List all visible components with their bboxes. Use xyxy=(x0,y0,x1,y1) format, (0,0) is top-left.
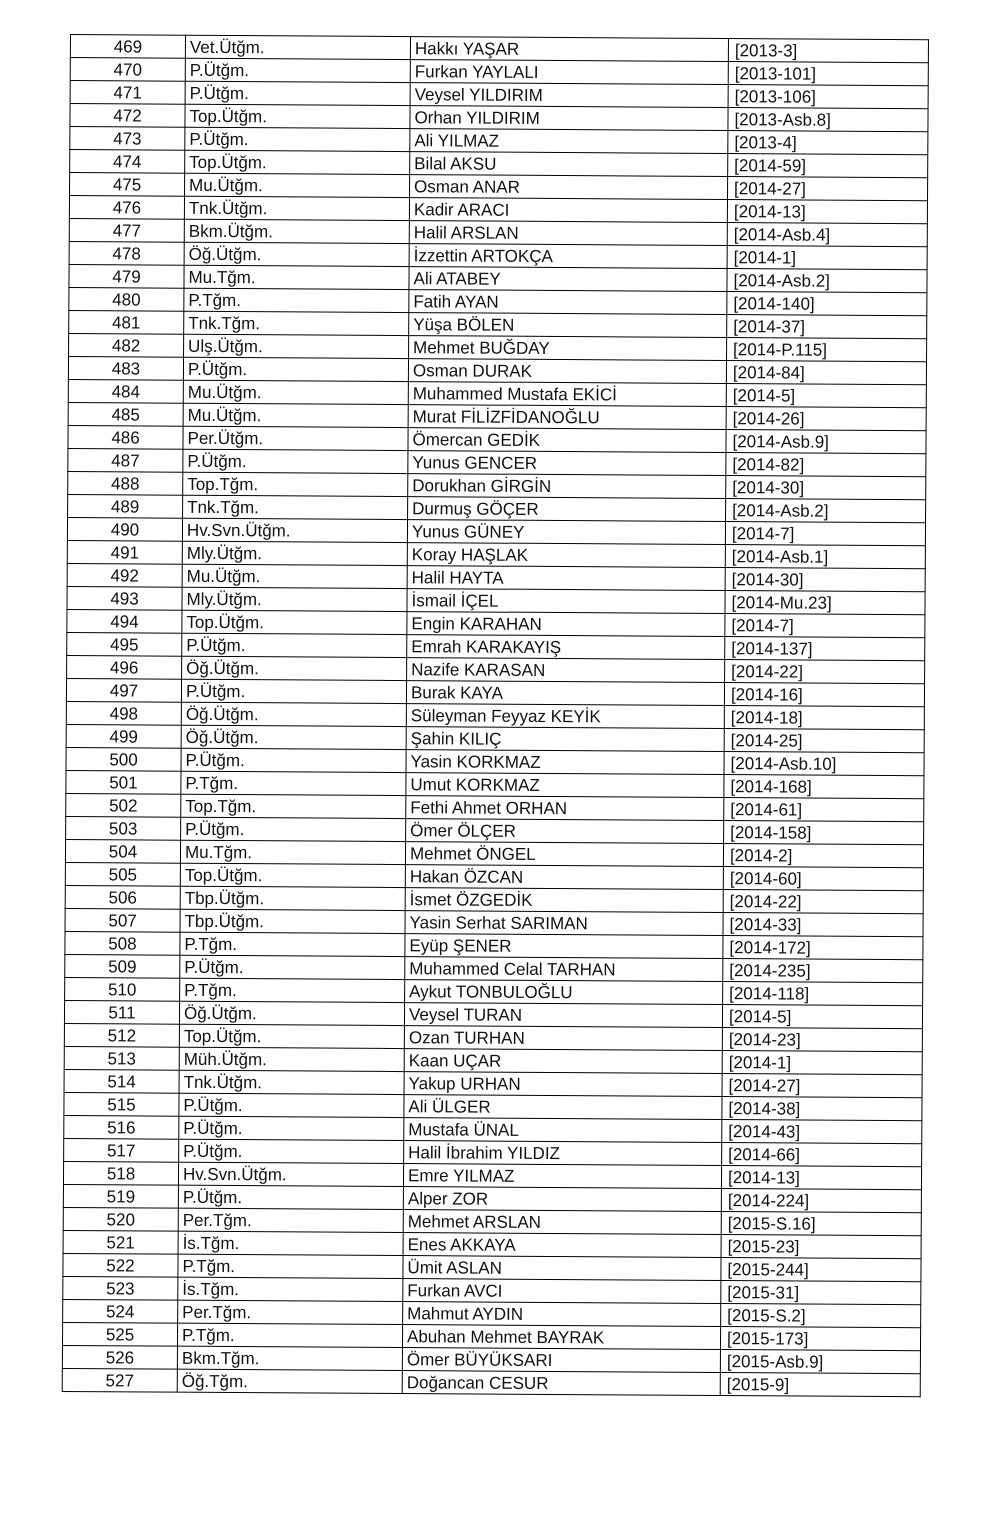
rank-cell: Müh.Ütğm. xyxy=(179,1047,404,1072)
person-name-cell: Dorukhan GİRGİN xyxy=(408,473,726,498)
registry-code-cell: [2014-137] xyxy=(725,636,925,661)
rank-cell: P.Ütğm. xyxy=(181,679,406,704)
rank-cell: P.Tğm. xyxy=(184,288,409,313)
registry-code-cell: [2014-23] xyxy=(722,1027,922,1052)
person-name-cell: Halil ARSLAN xyxy=(409,220,727,245)
row-number-cell: 508 xyxy=(65,931,180,955)
person-name-cell: Emre YILMAZ xyxy=(403,1163,721,1188)
registry-code-cell: [2013-101] xyxy=(728,61,928,86)
person-name-cell: Furkan YAYLALI xyxy=(410,59,728,84)
person-name-cell: Mehmet ÖNGEL xyxy=(405,841,723,866)
person-name-cell: İzzettin ARTOKÇA xyxy=(409,243,727,268)
person-name-cell: Muhammed Mustafa EKİCİ xyxy=(408,381,726,406)
row-number-cell: 482 xyxy=(69,333,184,357)
registry-code-cell: [2014-30] xyxy=(726,475,926,500)
row-number-cell: 473 xyxy=(70,126,185,150)
registry-code-cell: [2014-59] xyxy=(728,153,928,178)
rank-cell: Mu.Tğm. xyxy=(184,265,409,290)
person-name-cell: İsmet ÖZGEDİK xyxy=(405,887,723,912)
registry-code-cell: [2014-118] xyxy=(723,981,923,1006)
rank-cell: İs.Tğm. xyxy=(178,1231,403,1256)
person-name-cell: Bilal AKSU xyxy=(410,151,728,176)
rank-cell: Top.Ütğm. xyxy=(185,104,410,129)
rank-cell: Mu.Ütğm. xyxy=(183,380,408,405)
registry-code-cell: [2014-18] xyxy=(724,705,924,730)
rank-cell: P.Ütğm. xyxy=(178,1185,403,1210)
registry-code-cell: [2014-Asb.1] xyxy=(725,544,925,569)
registry-code-cell: [2013-Asb.8] xyxy=(728,107,928,132)
registry-code-cell: [2015-23] xyxy=(721,1234,921,1259)
rank-cell: P.Tğm. xyxy=(178,1254,403,1279)
registry-code-cell: [2014-66] xyxy=(722,1142,922,1167)
person-name-cell: Halil İbrahim YILDIZ xyxy=(404,1140,722,1165)
person-name-cell: Burak KAYA xyxy=(406,680,724,705)
person-name-cell: Kadir ARACI xyxy=(409,197,727,222)
registry-code-cell: [2014-13] xyxy=(727,199,927,224)
row-number-cell: 489 xyxy=(68,494,183,518)
row-number-cell: 515 xyxy=(64,1092,179,1116)
person-name-cell: Yunus GÜNEY xyxy=(407,519,725,544)
registry-code-cell: [2014-1] xyxy=(722,1050,922,1075)
rank-cell: P.Ütğm. xyxy=(181,817,406,842)
person-name-cell: Enes AKKAYA xyxy=(403,1232,721,1257)
registry-code-cell: [2014-60] xyxy=(723,866,923,891)
row-number-cell: 494 xyxy=(67,609,182,633)
row-number-cell: 498 xyxy=(66,701,181,725)
rank-cell: P.Ütğm. xyxy=(185,127,410,152)
registry-code-cell: [2015-S.2] xyxy=(721,1303,921,1328)
row-number-cell: 514 xyxy=(64,1069,179,1093)
rank-cell: Per.Tğm. xyxy=(178,1208,403,1233)
registry-code-cell: [2015-S.16] xyxy=(721,1211,921,1236)
row-number-cell: 516 xyxy=(64,1115,179,1139)
person-name-cell: Furkan AVCI xyxy=(403,1278,721,1303)
person-name-cell: Abuhan Mehmet BAYRAK xyxy=(402,1324,720,1349)
row-number-cell: 480 xyxy=(69,287,184,311)
person-name-cell: Ali YILMAZ xyxy=(410,128,728,153)
rank-cell: Per.Ütğm. xyxy=(183,426,408,451)
rank-cell: Öğ.Ütğm. xyxy=(181,725,406,750)
person-name-cell: Fethi Ahmet ORHAN xyxy=(406,795,724,820)
registry-code-cell: [2013-4] xyxy=(728,130,928,155)
rank-cell: Tnk.Tğm. xyxy=(183,495,408,520)
person-name-cell: Umut KORKMAZ xyxy=(406,772,724,797)
row-number-cell: 481 xyxy=(69,310,184,334)
rank-cell: Tnk.Ütğm. xyxy=(184,196,409,221)
row-number-cell: 471 xyxy=(70,80,185,104)
person-name-cell: Yakup URHAN xyxy=(404,1071,722,1096)
row-number-cell: 500 xyxy=(66,747,181,771)
row-number-cell: 491 xyxy=(67,540,182,564)
row-number-cell: 492 xyxy=(67,563,182,587)
row-number-cell: 502 xyxy=(66,793,181,817)
registry-code-cell: [2014-Asb.10] xyxy=(724,751,924,776)
row-number-cell: 469 xyxy=(70,34,185,58)
row-number-cell: 512 xyxy=(64,1023,179,1047)
registry-code-cell: [2014-61] xyxy=(724,797,924,822)
row-number-cell: 503 xyxy=(66,816,181,840)
row-number-cell: 476 xyxy=(69,195,184,219)
rank-cell: İs.Tğm. xyxy=(178,1277,403,1302)
person-name-cell: Ali ÜLGER xyxy=(404,1094,722,1119)
person-name-cell: Mehmet ARSLAN xyxy=(403,1209,721,1234)
registry-code-cell: [2014-224] xyxy=(721,1188,921,1213)
registry-code-cell: [2015-173] xyxy=(720,1326,920,1351)
row-number-cell: 486 xyxy=(68,425,183,449)
rank-cell: Mu.Tğm. xyxy=(180,840,405,865)
rank-cell: P.Ütğm. xyxy=(182,633,407,658)
row-number-cell: 488 xyxy=(68,471,183,495)
registry-code-cell: [2015-9] xyxy=(720,1372,920,1397)
row-number-cell: 513 xyxy=(64,1046,179,1070)
person-name-cell: Yüşa BÖLEN xyxy=(409,312,727,337)
rank-cell: Hv.Svn.Ütğm. xyxy=(182,518,407,543)
row-number-cell: 509 xyxy=(65,954,180,978)
person-name-cell: Ümit ASLAN xyxy=(403,1255,721,1280)
registry-code-cell: [2014-22] xyxy=(725,659,925,684)
registry-code-cell: [2014-37] xyxy=(727,314,927,339)
rank-cell: Mu.Ütğm. xyxy=(182,564,407,589)
registry-code-cell: [2014-16] xyxy=(724,682,924,707)
registry-code-cell: [2013-106] xyxy=(728,84,928,109)
rank-cell: Tbp.Ütğm. xyxy=(180,909,405,934)
rank-cell: Top.Ütğm. xyxy=(182,610,407,635)
person-name-cell: Engin KARAHAN xyxy=(407,611,725,636)
row-number-cell: 479 xyxy=(69,264,184,288)
row-number-cell: 527 xyxy=(62,1368,177,1392)
person-name-cell: Mustafa ÜNAL xyxy=(404,1117,722,1142)
registry-code-cell: [2014-30] xyxy=(725,567,925,592)
person-name-cell: Doğancan CESUR xyxy=(402,1370,720,1395)
row-number-cell: 485 xyxy=(68,402,183,426)
rank-cell: Öğ.Ütğm. xyxy=(184,242,409,267)
row-number-cell: 484 xyxy=(68,379,183,403)
person-name-cell: Hakkı YAŞAR xyxy=(410,36,728,61)
person-name-cell: Eyüp ŞENER xyxy=(405,933,723,958)
rank-cell: Ulş.Ütğm. xyxy=(184,334,409,359)
row-number-cell: 483 xyxy=(68,356,183,380)
rank-cell: Top.Ütğm. xyxy=(185,150,410,175)
row-number-cell: 523 xyxy=(63,1276,178,1300)
row-number-cell: 499 xyxy=(66,724,181,748)
registry-code-cell: [2014-Asb.2] xyxy=(726,498,926,523)
rank-cell: Mu.Ütğm. xyxy=(185,173,410,198)
person-name-cell: Aykut TONBULOĞLU xyxy=(405,979,723,1004)
registry-code-cell: [2014-2] xyxy=(723,843,923,868)
registry-code-cell: [2014-158] xyxy=(724,820,924,845)
registry-code-cell: [2014-Asb.4] xyxy=(727,222,927,247)
rank-cell: Bkm.Tğm. xyxy=(177,1346,402,1371)
rank-cell: Tnk.Tğm. xyxy=(184,311,409,336)
person-name-cell: Veysel YILDIRIM xyxy=(410,82,728,107)
rank-cell: Tnk.Ütğm. xyxy=(179,1070,404,1095)
person-name-cell: Ömer ÖLÇER xyxy=(406,818,724,843)
person-name-cell: Koray HAŞLAK xyxy=(407,542,725,567)
person-name-cell: Halil HAYTA xyxy=(407,565,725,590)
registry-code-cell: [2013-3] xyxy=(728,38,928,63)
row-number-cell: 511 xyxy=(64,1000,179,1024)
row-number-cell: 517 xyxy=(64,1138,179,1162)
registry-code-cell: [2015-31] xyxy=(721,1280,921,1305)
registry-code-cell: [2014-140] xyxy=(727,291,927,316)
registry-code-cell: [2014-26] xyxy=(726,406,926,431)
row-number-cell: 518 xyxy=(63,1161,178,1185)
person-name-cell: Yasin Serhat SARIMAN xyxy=(405,910,723,935)
row-number-cell: 522 xyxy=(63,1253,178,1277)
person-name-cell: Nazife KARASAN xyxy=(407,657,725,682)
row-number-cell: 474 xyxy=(70,149,185,173)
person-name-cell: Kaan UÇAR xyxy=(404,1048,722,1073)
row-number-cell: 521 xyxy=(63,1230,178,1254)
person-name-cell: Orhan YILDIRIM xyxy=(410,105,728,130)
rank-cell: Mu.Ütğm. xyxy=(183,403,408,428)
rank-cell: P.Ütğm. xyxy=(179,1139,404,1164)
rank-cell: Top.Tğm. xyxy=(183,472,408,497)
row-number-cell: 504 xyxy=(65,839,180,863)
registry-code-cell: [2014-1] xyxy=(727,245,927,270)
registry-code-cell: [2014-43] xyxy=(722,1119,922,1144)
row-number-cell: 510 xyxy=(65,977,180,1001)
rank-cell: Top.Ütğm. xyxy=(179,1024,404,1049)
rank-cell: Bkm.Ütğm. xyxy=(184,219,409,244)
rank-cell: Öğ.Tğm. xyxy=(177,1369,402,1394)
registry-code-cell: [2014-27] xyxy=(727,176,927,201)
registry-code-cell: [2014-22] xyxy=(723,889,923,914)
person-name-cell: Alper ZOR xyxy=(403,1186,721,1211)
rank-cell: P.Ütğm. xyxy=(183,449,408,474)
rank-cell: Vet.Ütğm. xyxy=(185,35,410,60)
row-number-cell: 525 xyxy=(62,1322,177,1346)
person-name-cell: Veysel TURAN xyxy=(404,1002,722,1027)
registry-code-cell: [2014-84] xyxy=(726,360,926,385)
person-name-cell: Mehmet BUĞDAY xyxy=(409,335,727,360)
rank-cell: P.Tğm. xyxy=(181,771,406,796)
registry-code-cell: [2014-38] xyxy=(722,1096,922,1121)
row-number-cell: 507 xyxy=(65,908,180,932)
rank-cell: P.Tğm. xyxy=(180,932,405,957)
row-number-cell: 524 xyxy=(63,1299,178,1323)
registry-code-cell: [2014-7] xyxy=(725,613,925,638)
rank-cell: P.Ütğm. xyxy=(181,748,406,773)
rank-cell: Top.Tğm. xyxy=(181,794,406,819)
row-number-cell: 496 xyxy=(67,655,182,679)
row-number-cell: 506 xyxy=(65,885,180,909)
row-number-cell: 487 xyxy=(68,448,183,472)
person-name-cell: Hakan ÖZCAN xyxy=(405,864,723,889)
registry-code-cell: [2014-Mu.23] xyxy=(725,590,925,615)
person-name-cell: Durmuş GÖÇER xyxy=(408,496,726,521)
person-name-cell: Osman DURAK xyxy=(408,358,726,383)
rank-cell: Hv.Svn.Ütğm. xyxy=(178,1162,403,1187)
rank-cell: P.Ütğm. xyxy=(179,1116,404,1141)
rank-cell: P.Ütğm. xyxy=(185,58,410,83)
person-name-cell: Süleyman Feyyaz KEYİK xyxy=(406,703,724,728)
rank-cell: Mly.Ütğm. xyxy=(182,587,407,612)
registry-code-cell: [2014-Asb.9] xyxy=(726,429,926,454)
person-name-cell: Muhammed Celal TARHAN xyxy=(405,956,723,981)
registry-code-cell: [2014-Asb.2] xyxy=(727,268,927,293)
row-number-cell: 505 xyxy=(65,862,180,886)
rank-cell: P.Tğm. xyxy=(177,1323,402,1348)
person-name-cell: Ozan TURHAN xyxy=(404,1025,722,1050)
registry-code-cell: [2015-Asb.9] xyxy=(720,1349,920,1374)
registry-code-cell: [2014-13] xyxy=(721,1165,921,1190)
person-name-cell: Ömercan GEDİK xyxy=(408,427,726,452)
row-number-cell: 475 xyxy=(70,172,185,196)
person-name-cell: Emrah KARAKAYIŞ xyxy=(407,634,725,659)
registry-code-cell: [2014-25] xyxy=(724,728,924,753)
person-name-cell: Yasin KORKMAZ xyxy=(406,749,724,774)
person-name-cell: Ömer BÜYÜKSARI xyxy=(402,1347,720,1372)
registry-code-cell: [2014-82] xyxy=(726,452,926,477)
registry-code-cell: [2014-172] xyxy=(723,935,923,960)
person-name-cell: Mahmut AYDIN xyxy=(403,1301,721,1326)
rank-cell: Öğ.Ütğm. xyxy=(182,656,407,681)
person-name-cell: İsmail İÇEL xyxy=(407,588,725,613)
rank-cell: Tbp.Ütğm. xyxy=(180,886,405,911)
registry-code-cell: [2014-P.115] xyxy=(727,337,927,362)
row-number-cell: 477 xyxy=(69,218,184,242)
row-number-cell: 520 xyxy=(63,1207,178,1231)
row-number-cell: 493 xyxy=(67,586,182,610)
registry-code-cell: [2014-33] xyxy=(723,912,923,937)
rank-cell: P.Tğm. xyxy=(180,978,405,1003)
rank-cell: Per.Tğm. xyxy=(178,1300,403,1325)
rank-cell: P.Ütğm. xyxy=(180,955,405,980)
person-name-cell: Yunus GENCER xyxy=(408,450,726,475)
registry-code-cell: [2014-5] xyxy=(722,1004,922,1029)
row-number-cell: 472 xyxy=(70,103,185,127)
row-number-cell: 526 xyxy=(62,1345,177,1369)
rank-cell: P.Ütğm. xyxy=(183,357,408,382)
row-number-cell: 495 xyxy=(67,632,182,656)
registry-code-cell: [2014-27] xyxy=(722,1073,922,1098)
table-row xyxy=(62,1368,920,1396)
row-number-cell: 490 xyxy=(67,517,182,541)
registry-code-cell: [2014-5] xyxy=(726,383,926,408)
personnel-table xyxy=(62,34,929,1397)
rank-cell: P.Ütğm. xyxy=(185,81,410,106)
person-name-cell: Osman ANAR xyxy=(410,174,728,199)
person-name-cell: Murat FİLİZFİDANOĞLU xyxy=(408,404,726,429)
registry-code-cell: [2015-244] xyxy=(721,1257,921,1282)
registry-code-cell: [2014-7] xyxy=(725,521,925,546)
registry-code-cell: [2014-168] xyxy=(724,774,924,799)
person-name-cell: Ali ATABEY xyxy=(409,266,727,291)
row-number-cell: 519 xyxy=(63,1184,178,1208)
row-number-cell: 478 xyxy=(69,241,184,265)
person-name-cell: Fatih AYAN xyxy=(409,289,727,314)
rank-cell: Top.Ütğm. xyxy=(180,863,405,888)
personnel-table-body xyxy=(62,35,928,1397)
row-number-cell: 497 xyxy=(66,678,181,702)
rank-cell: P.Ütğm. xyxy=(179,1093,404,1118)
registry-code-cell: [2014-235] xyxy=(723,958,923,983)
person-name-cell: Şahin KILIÇ xyxy=(406,726,724,751)
rank-cell: Öğ.Ütğm. xyxy=(179,1001,404,1026)
rank-cell: Mly.Ütğm. xyxy=(182,541,407,566)
rank-cell: Öğ.Ütğm. xyxy=(181,702,406,727)
row-number-cell: 470 xyxy=(70,57,185,81)
row-number-cell: 501 xyxy=(66,770,181,794)
